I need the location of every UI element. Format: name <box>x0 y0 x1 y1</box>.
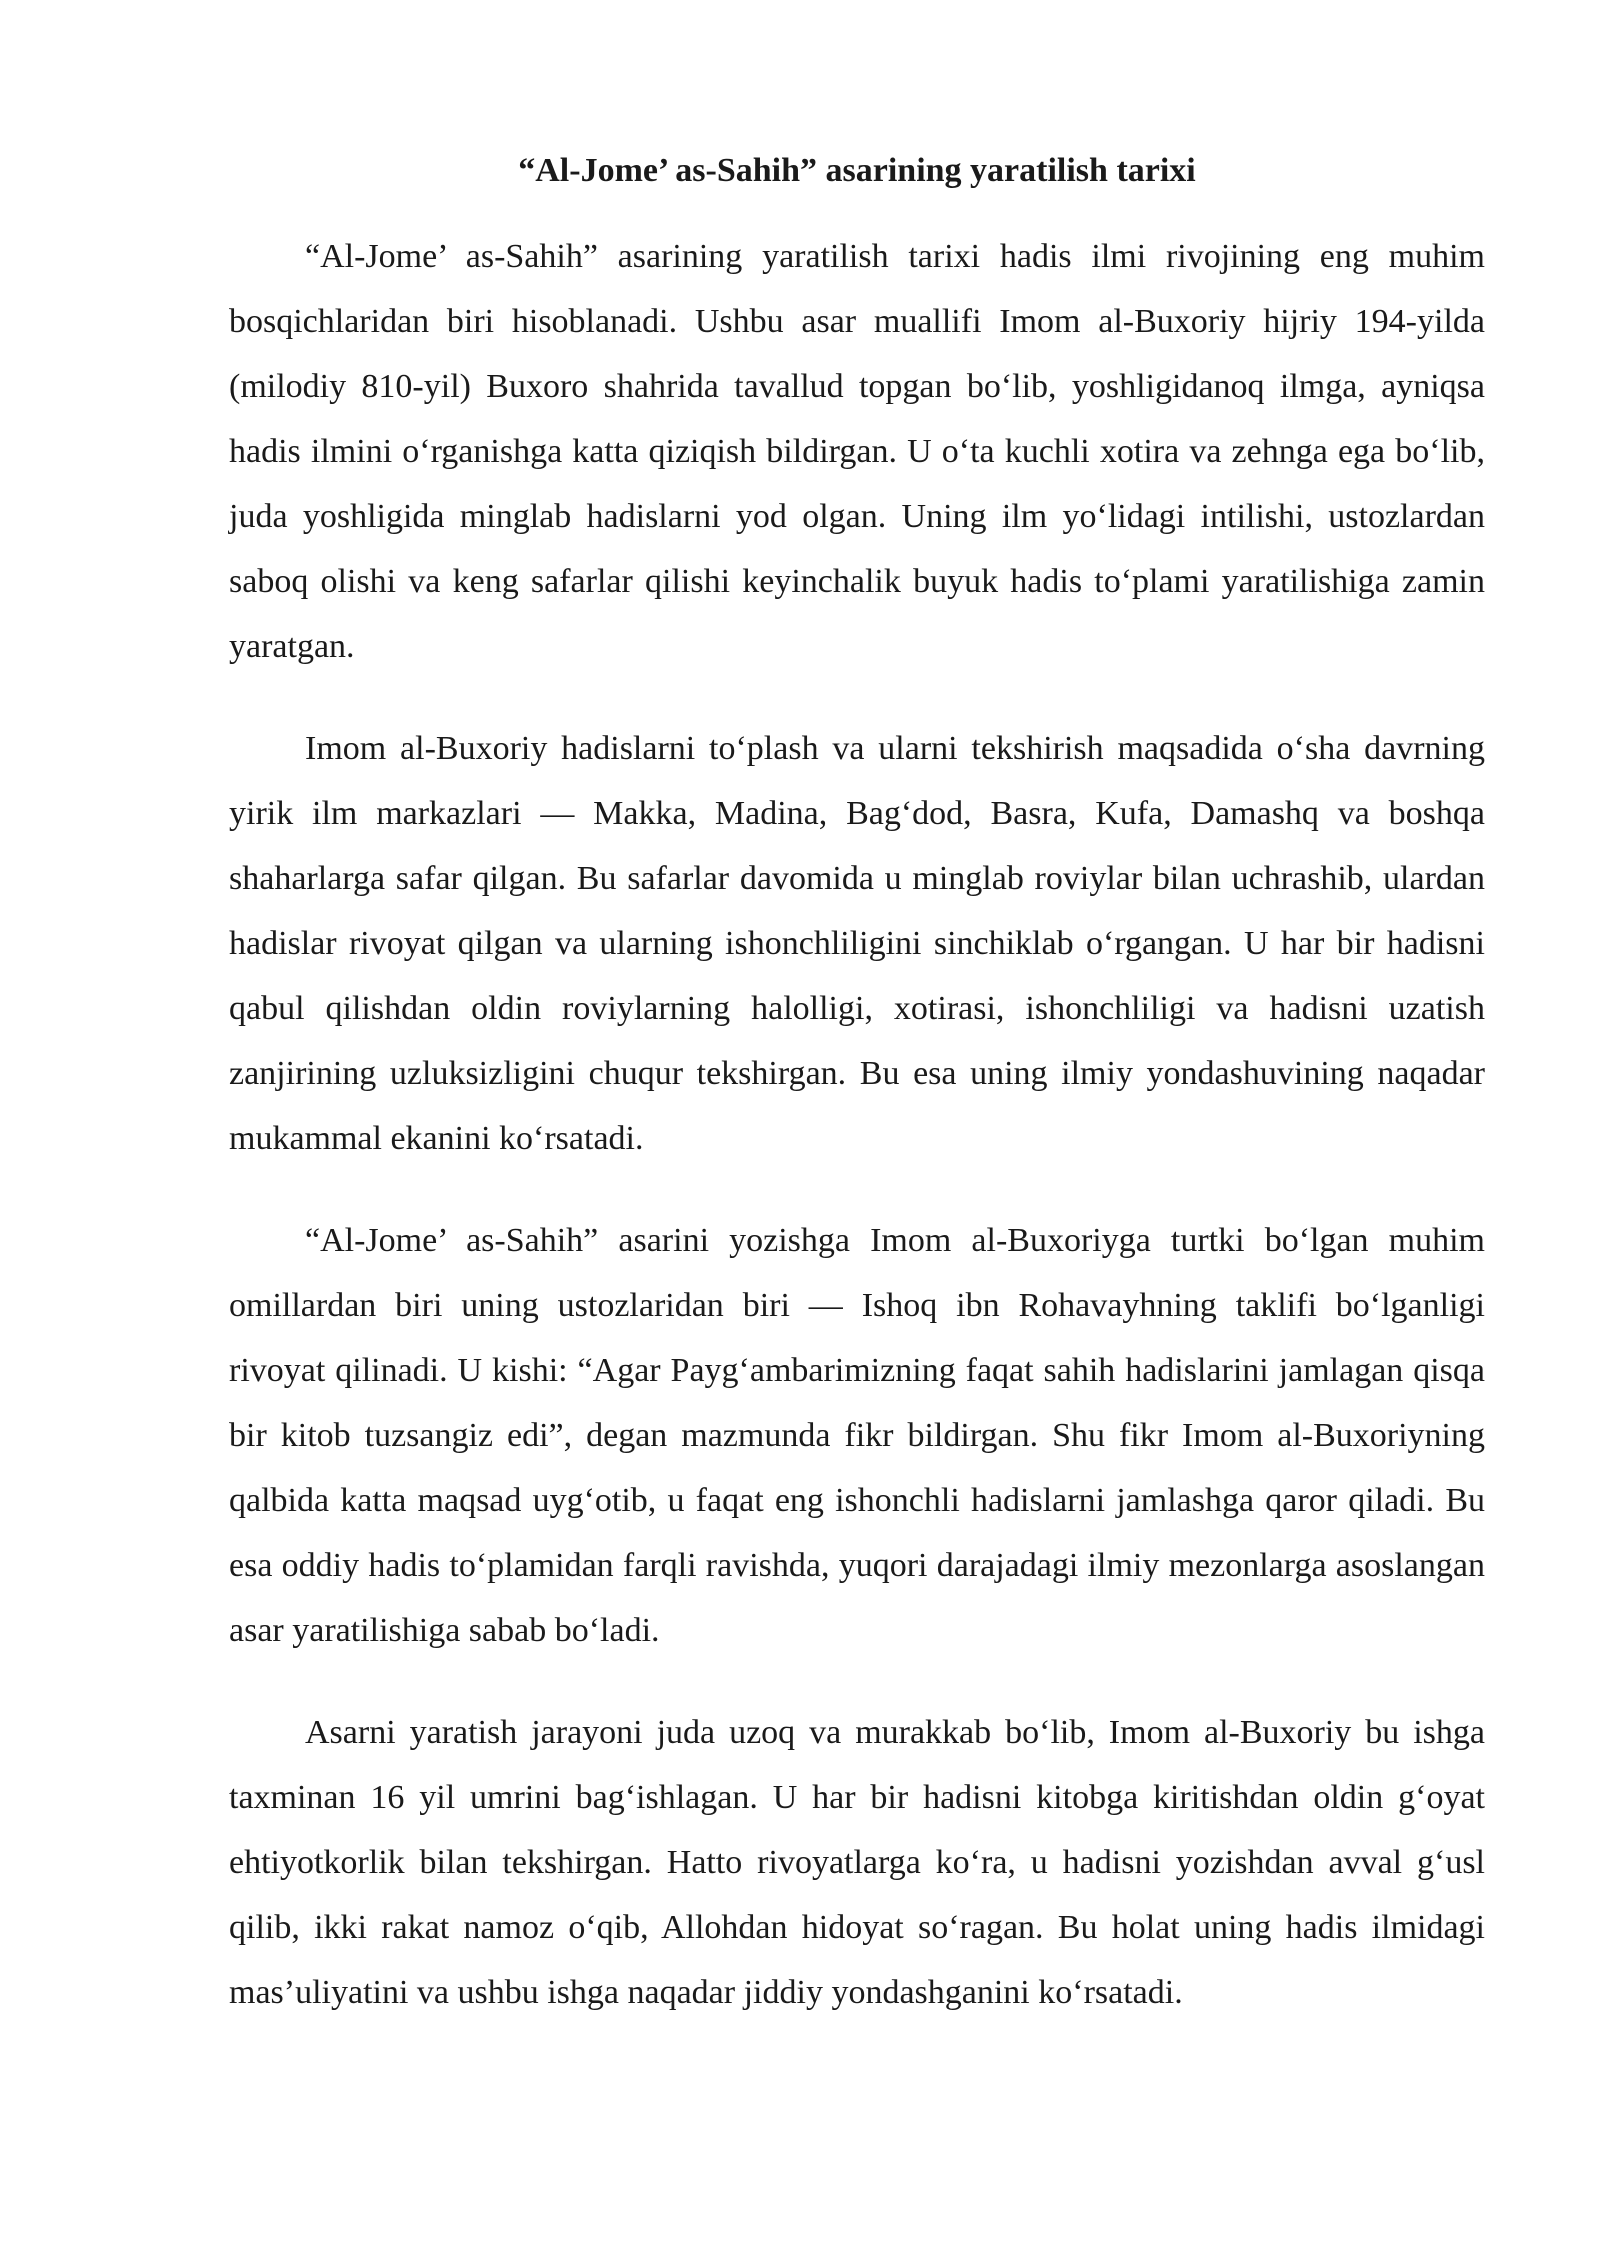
paragraph-2: Imom al-Buxoriy hadislarni to‘plash va ularni tekshirish maqsadida o‘sha davrning yirik ilm markazlari — Makka, Madina, Bag‘dod, Basra, Kufa, Damashq va boshqa shaharlarga safar qilgan. Bu safarlar davomida u minglab roviylar bilan uchrashib, ulardan hadislar rivoyat qilgan va ularning ishonchliligini sinchiklab o‘rgangan. U har bir hadisni qabul qilishdan oldin roviylarning halolligi, xotirasi, ishonchliligi va hadisni uzatish zanjirining uzluksizligini chuqur tekshirgan. Bu esa uning ilmiy yondashuvining naqadar mukammal ekanini ko‘rsatadi. <box>229 730 1485 1157</box>
document-page <box>229 146 1485 2062</box>
paragraph-1: “Al-Jome’ as-Sahih” asarining yaratilish tarixi hadis ilmi rivojining eng muhim bosqichlaridan biri hisoblanadi. Ushbu asar muallifi Imom al-Buxoriy hijriy 194-yilda (milodiy 810-yil) Buxoro shahrida tavallud topgan bo‘lib, yoshligidanoq ilmga, ayniqsa hadis ilmini o‘rganishga katta qiziqish bildirgan. U o‘ta kuchli xotira va zehnga ega bo‘lib, juda yoshligida minglab hadislarni yod olgan. Uning ilm yo‘lidagi intilishi, ustozlardan saboq olishi va keng safarlar qilishi keyinchalik buyuk hadis to‘plami yaratilishiga zamin yaratgan. <box>229 238 1485 665</box>
paragraph-4: Asarni yaratish jarayoni juda uzoq va murakkab bo‘lib, Imom al-Buxoriy bu ishga taxminan 16 yil umrini bag‘ishlagan. U har bir hadisni kitobga kiritishdan oldin g‘oyat ehtiyotkorlik bilan tekshirgan. Hatto rivoyatlarga ko‘ra, u hadisni yozishdan avval g‘usl qilib, ikki rakat namoz o‘qib, Allohdan hidoyat so‘ragan. Bu holat uning hadis ilmidagi mas’uliyatini va ushbu ishga naqadar jiddiy yondashganini ko‘rsatadi. <box>229 1714 1485 2011</box>
paragraph-3: “Al-Jome’ as-Sahih” asarini yozishga Imom al-Buxoriyga turtki bo‘lgan muhim omillardan biri uning ustozlaridan biri — Ishoq ibn Rohavayhning taklifi bo‘lganligi rivoyat qilinadi. U kishi: “Agar Payg‘ambarimizning faqat sahih hadislarini jamlagan qisqa bir kitob tuzsangiz edi”, degan mazmunda fikr bildirgan. Shu fikr Imom al-Buxoriyning qalbida katta maqsad uyg‘otib, u faqat eng ishonchli hadislarni jamlashga qaror qiladi. Bu esa oddiy hadis to‘plamidan farqli ravishda, yuqori darajadagi ilmiy mezonlarga asoslangan asar yaratilishiga sabab bo‘ladi. <box>229 1222 1485 1649</box>
document-title: “Al-Jome’ as-Sahih” asarining yaratilish tarixi <box>518 152 1196 189</box>
